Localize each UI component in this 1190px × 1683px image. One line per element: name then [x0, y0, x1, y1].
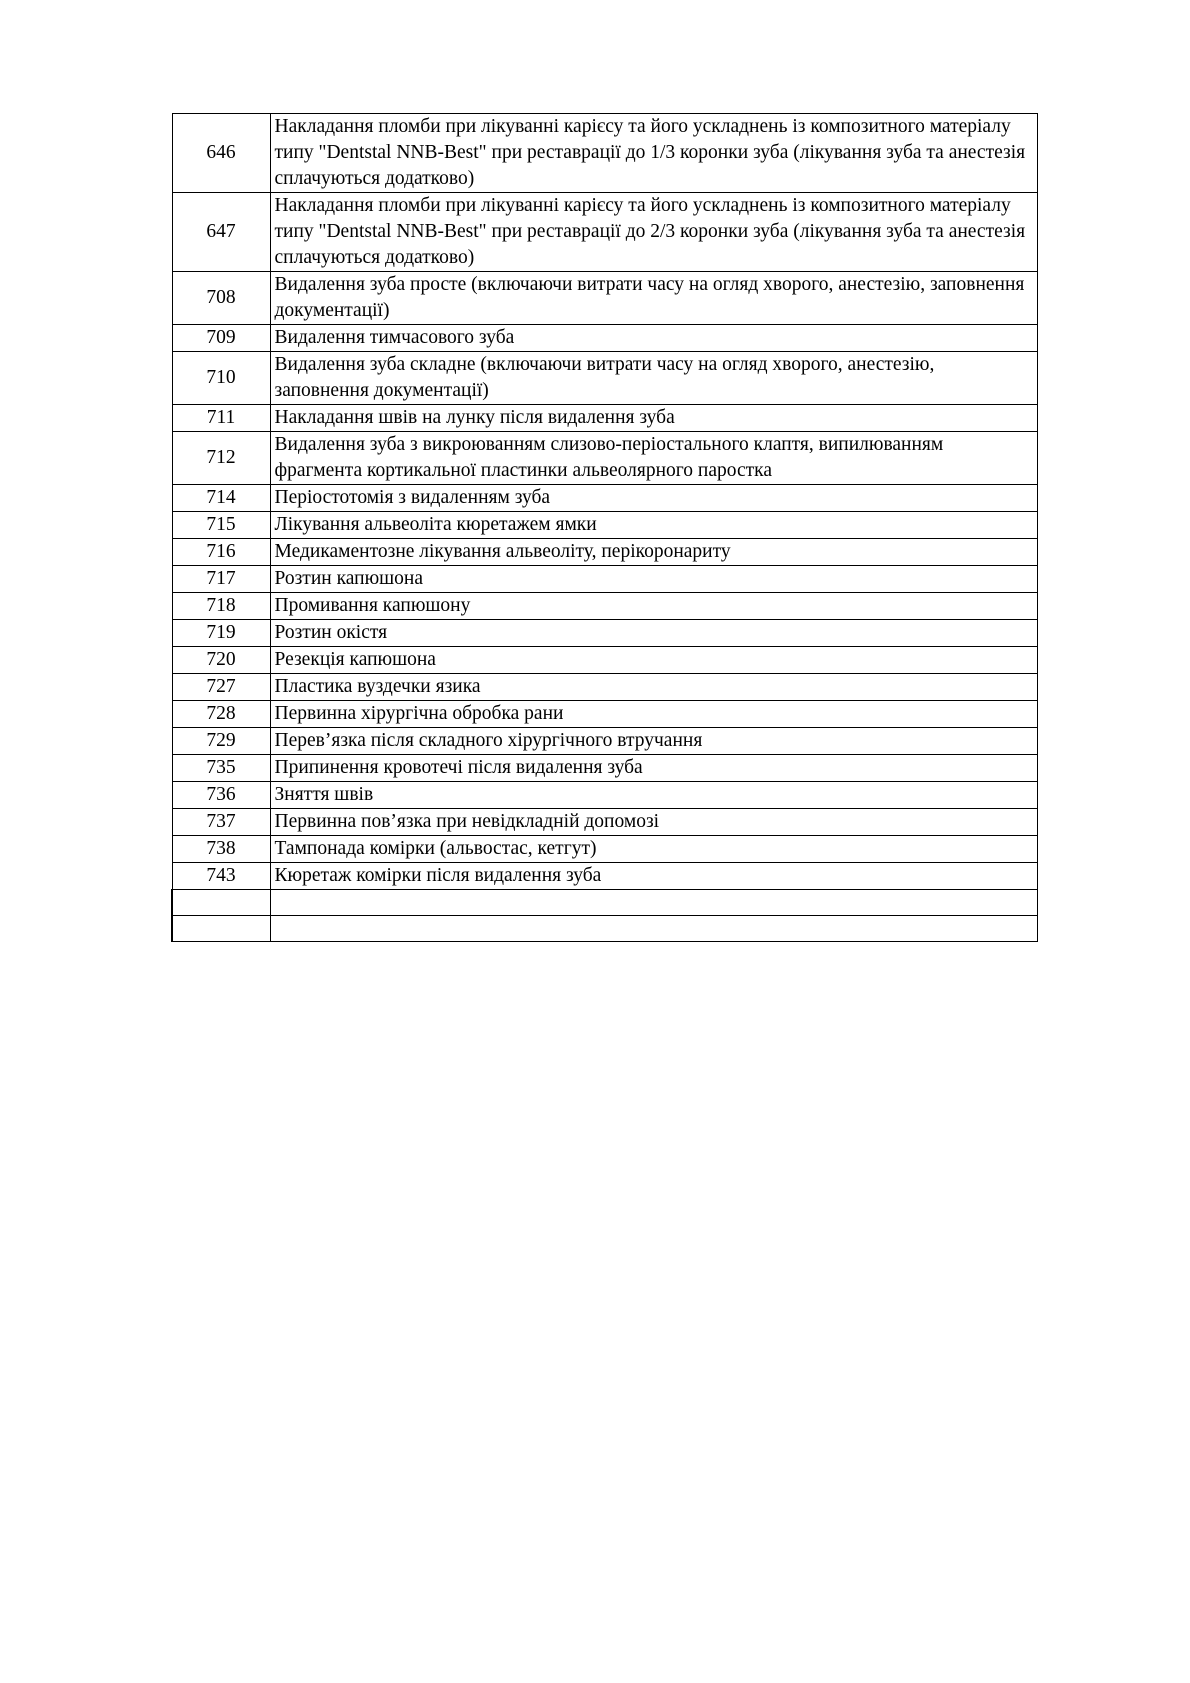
service-description: Перев’язка після складного хірургічного втручання [270, 728, 1037, 755]
service-description: Припинення кровотечі після видалення зуба [270, 755, 1037, 782]
service-code: 717 [172, 566, 270, 593]
service-description: Періостотомія з видаленням зуба [270, 485, 1037, 512]
service-code: 720 [172, 647, 270, 674]
empty-description-cell [270, 890, 1037, 916]
service-code: 743 [172, 863, 270, 890]
service-code: 708 [172, 272, 270, 325]
service-description: Первинна хірургічна обробка рани [270, 701, 1037, 728]
table-row [172, 485, 1037, 512]
table-row [172, 836, 1037, 863]
empty-code-cell [172, 890, 270, 916]
table-row [172, 863, 1037, 890]
service-description: Медикаментозне лікування альвеоліту, перікоронариту [270, 539, 1037, 566]
service-code: 710 [172, 352, 270, 405]
service-description: Зняття швів [270, 782, 1037, 809]
service-description: Накладання пломби при лікуванні карієсу та його ускладнень із композитного матеріалу типу "Dentstal NNB-Best" при реставрації до 1/3 коронки зуба (лікування зуба та анестезія сплачуються додатково) [270, 114, 1037, 193]
service-code: 714 [172, 485, 270, 512]
service-code: 715 [172, 512, 270, 539]
service-code: 736 [172, 782, 270, 809]
table-row [172, 755, 1037, 782]
service-code: 728 [172, 701, 270, 728]
service-code: 718 [172, 593, 270, 620]
table-row [172, 701, 1037, 728]
table-row [172, 647, 1037, 674]
empty-table-row [172, 916, 1037, 942]
service-description: Промивання капюшону [270, 593, 1037, 620]
table-row [172, 405, 1037, 432]
table-row [172, 809, 1037, 836]
service-description: Видалення зуба просте (включаючи витрати часу на огляд хворого, анестезію, заповнення документації) [270, 272, 1037, 325]
table-row [172, 782, 1037, 809]
service-description: Видалення зуба з викроюванням слизово-періостального клаптя, випилюванням фрагмента кортикальної пластинки альвеолярного паростка [270, 432, 1037, 485]
service-description: Накладання швів на лунку після видалення зуба [270, 405, 1037, 432]
service-code: 719 [172, 620, 270, 647]
service-code: 646 [172, 114, 270, 193]
services-table [171, 113, 1038, 942]
service-code: 709 [172, 325, 270, 352]
service-code: 711 [172, 405, 270, 432]
service-code: 735 [172, 755, 270, 782]
service-description: Розтин окістя [270, 620, 1037, 647]
table-row [172, 325, 1037, 352]
service-description: Накладання пломби при лікуванні карієсу та його ускладнень із композитного матеріалу типу "Dentstal NNB-Best" при реставрації до 2/3 коронки зуба (лікування зуба та анестезія сплачуються додатково) [270, 193, 1037, 272]
table-row [172, 114, 1037, 193]
table-row [172, 620, 1037, 647]
table-row [172, 566, 1037, 593]
table-row [172, 539, 1037, 566]
service-description: Пластика вуздечки язика [270, 674, 1037, 701]
table-row [172, 674, 1037, 701]
service-code: 716 [172, 539, 270, 566]
service-description: Тампонада комірки (альвостас, кетгут) [270, 836, 1037, 863]
service-code: 647 [172, 193, 270, 272]
service-code: 727 [172, 674, 270, 701]
table-row [172, 272, 1037, 325]
table-row [172, 193, 1037, 272]
service-code: 737 [172, 809, 270, 836]
table-row [172, 512, 1037, 539]
table-row [172, 593, 1037, 620]
table-row [172, 352, 1037, 405]
service-code: 712 [172, 432, 270, 485]
service-description: Розтин капюшона [270, 566, 1037, 593]
service-code: 729 [172, 728, 270, 755]
service-description: Видалення тимчасового зуба [270, 325, 1037, 352]
table-row [172, 728, 1037, 755]
empty-code-cell [172, 916, 270, 942]
table-row [172, 432, 1037, 485]
empty-table-row [172, 890, 1037, 916]
service-code: 738 [172, 836, 270, 863]
service-description: Кюретаж комірки після видалення зуба [270, 863, 1037, 890]
empty-description-cell [270, 916, 1037, 942]
service-description: Видалення зуба складне (включаючи витрати часу на огляд хворого, анестезію, заповнення документації) [270, 352, 1037, 405]
service-description: Первинна пов’язка при невідкладній допомозі [270, 809, 1037, 836]
service-description: Лікування альвеоліта кюретажем ямки [270, 512, 1037, 539]
services-sheet [171, 113, 1036, 942]
service-description: Резекція капюшона [270, 647, 1037, 674]
